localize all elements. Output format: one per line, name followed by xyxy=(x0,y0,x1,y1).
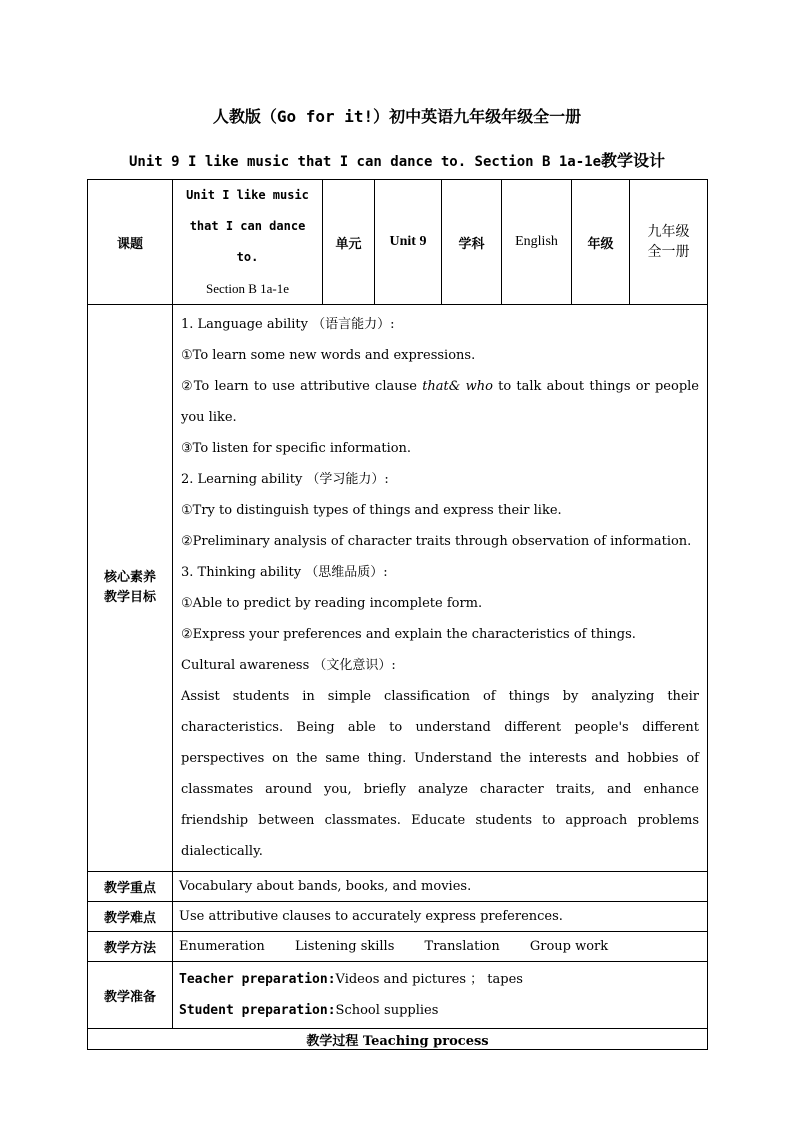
teacher-preparation-value: Videos and pictures ； tapes xyxy=(335,972,523,987)
subtitle-main: Unit 9 I like music that I can dance to. Section B 1a-1e xyxy=(128,154,601,170)
grade-label: 年级 xyxy=(572,180,630,305)
preparation-row xyxy=(88,962,708,1029)
objective-line: ①To learn some new words and expressions. xyxy=(181,348,476,363)
objective-line xyxy=(181,371,699,433)
objective-line: ②Preliminary analysis of character traits through observation of information. xyxy=(181,534,692,549)
lesson-line-3: Section B 1a-1e xyxy=(205,281,290,296)
methods-label: 教学方法 xyxy=(88,932,173,962)
grade-line-2: 全一册 xyxy=(647,244,690,260)
grade-line-1: 九年级 xyxy=(647,224,690,240)
objectives-content xyxy=(173,305,708,872)
key-points-row xyxy=(88,872,708,902)
objective-line: ③To listen for specific information. xyxy=(181,441,412,456)
student-preparation-value: School supplies xyxy=(335,1003,439,1018)
subject-value: English xyxy=(502,180,572,305)
process-row xyxy=(88,1029,708,1050)
difficulties-label: 教学难点 xyxy=(88,902,173,932)
objectives-row xyxy=(88,305,708,872)
key-points-value: Vocabulary about bands, books, and movies. xyxy=(173,872,708,902)
objective-paragraph: Assist students in simple classification of things by analyzing their characteristics. Being able to understand different people's different perspectives on the same thing. Understand the interests and hobbies of classmates around you, briefly analyze character traits, and enhance friendship between classmates. Educate students to approach problems dialectically. xyxy=(181,689,699,859)
objectives-label xyxy=(88,305,173,872)
difficulties-row xyxy=(88,902,708,932)
method-item: Group work xyxy=(529,939,609,954)
objective-emphasis: that& who xyxy=(422,379,493,394)
preparation-label: 教学准备 xyxy=(88,962,173,1029)
methods-value xyxy=(173,932,708,962)
unit-value: Unit 9 xyxy=(375,180,442,305)
info-row xyxy=(88,180,708,305)
objectives-label-line-1: 核心素养 xyxy=(103,570,156,585)
objective-line: Cultural awareness （文化意识）: xyxy=(181,658,396,673)
teacher-preparation-label: Teacher preparation: xyxy=(179,972,336,987)
student-preparation-label: Student preparation: xyxy=(179,1003,336,1018)
objective-line: 2. Learning ability （学习能力）: xyxy=(181,472,389,487)
topic-label: 课题 xyxy=(88,180,173,305)
teacher-preparation xyxy=(179,964,701,995)
subject-label: 学科 xyxy=(442,180,502,305)
student-preparation xyxy=(179,995,701,1026)
lesson-title-cell xyxy=(173,180,323,305)
method-item: Enumeration xyxy=(179,939,265,954)
methods-row xyxy=(88,932,708,962)
objective-line: ②Express your preferences and explain the characteristics of things. xyxy=(181,627,636,642)
difficulties-value: Use attributive clauses to accurately express preferences. xyxy=(173,902,708,932)
method-item: Translation xyxy=(424,939,500,954)
document-subtitle xyxy=(0,148,794,171)
method-item: Listening skills xyxy=(294,939,395,954)
document-title: 人教版（Go for it!）初中英语九年级年级全一册 xyxy=(212,107,582,126)
objective-segment: ②To learn to use attributive clause xyxy=(181,379,423,394)
teaching-process-heading: 教学过程 Teaching process xyxy=(88,1029,708,1050)
unit-label: 单元 xyxy=(323,180,375,305)
objective-line: 3. Thinking ability （思维品质）: xyxy=(181,565,388,580)
objective-line: 1. Language ability （语言能力）: xyxy=(181,317,395,332)
lesson-plan-table xyxy=(87,179,708,1050)
objectives-label-line-2: 教学目标 xyxy=(103,590,156,605)
key-points-label: 教学重点 xyxy=(88,872,173,902)
grade-value xyxy=(630,180,708,305)
lesson-line-2: that I can dance to. xyxy=(189,219,306,264)
preparation-value xyxy=(173,962,708,1029)
lesson-line-1: Unit I like music xyxy=(186,188,309,202)
objective-segment: to talk about things or people you like. xyxy=(181,379,700,425)
objective-line: ①Try to distinguish types of things and express their like. xyxy=(181,503,562,518)
objective-line: ①Able to predict by reading incomplete form. xyxy=(181,596,483,611)
subtitle-tail: 教学设计 xyxy=(601,151,666,170)
